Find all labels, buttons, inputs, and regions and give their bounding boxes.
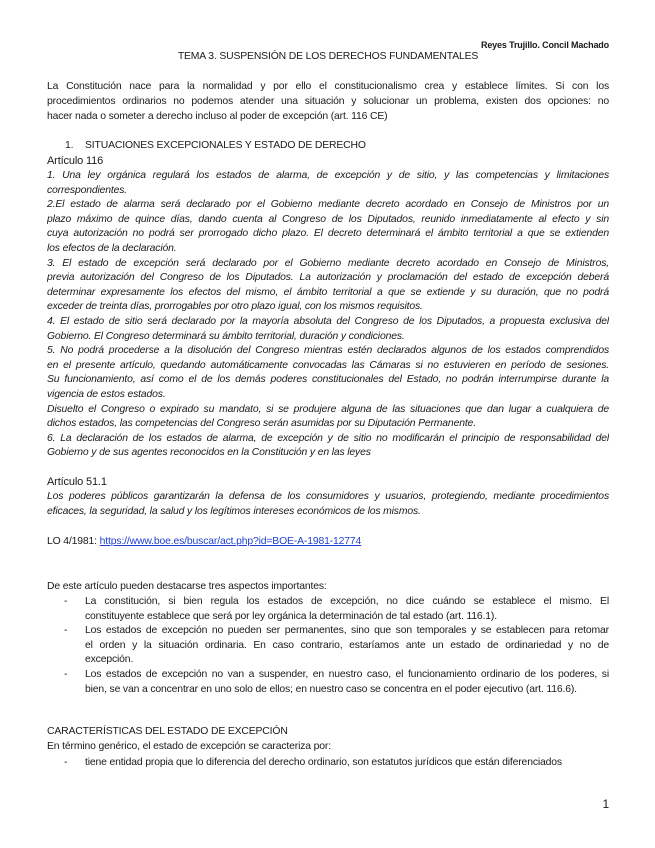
article-116-line: 2.El estado de alarma será declarado por el Gobierno mediante decreto acordado en Consejo de Ministros por un	[47, 199, 609, 211]
article-116-line: exceder de treinta días, prorrogables por otro plazo igual, con los mismos requisitos.	[47, 301, 423, 313]
article-116-line: 4. El estado de sitio será declarado por la mayoría absoluta del Congreso de los Diputados, a propuesta exclusiva del	[47, 316, 609, 327]
article-116-line: Gobierno. El Congreso determinará su ámbito territorial, duración y condiciones.	[47, 330, 405, 342]
page-title: TEMA 3. SUSPENSIÓN DE LOS DERECHOS FUNDAMENTALES	[177, 51, 479, 62]
article-116-line: Su funcionamiento, así como el de los demás poderes constitucionales del Estado, no podrán interrumpirse durante la	[47, 374, 609, 386]
characteristics-heading: CARACTERÍSTICAS DEL ESTADO DE EXCEPCIÓN	[47, 726, 288, 737]
article-116-line: correspondientes.	[47, 184, 128, 196]
characteristics-intro: En término genérico, el estado de excepción se caracteriza por:	[47, 741, 331, 752]
article-51-line: Los poderes públicos garantizarán la defensa de los consumidores y usuarios, protegiendo, mediante procedimientos	[47, 491, 609, 502]
author-header: Reyes Trujillo. Concil Machado	[480, 40, 609, 50]
article-51-line: eficaces, la seguridad, la salud y los legítimos intereses económicos de los mismos.	[47, 506, 421, 517]
article-116-line: 3. El estado de excepción será declarado por el Gobierno mediante decreto acordado en Consejo de Ministros,	[47, 257, 609, 269]
section-number: 1.	[65, 140, 74, 151]
article-116-line: 1. Una ley orgánica regulará los estados de alarma, de excepción y de sitio, y las competencias y limitaciones	[47, 170, 609, 181]
page-number: 1	[602, 797, 609, 811]
article-116-line: 5. No podrá procederse a la disolución del Congreso mientras estén declarados algunos de los estados comprendidos	[47, 345, 609, 357]
article-116-line: previa autorización del Congreso de los Diputados. La autorización y proclamación del estado de excepción deberá	[47, 272, 609, 284]
aspect-item-line: el orden y la situación ordinaria. En caso contrario, estaríamos ante un estado de ordinariedad y no de	[85, 639, 609, 651]
aspect-item-line: constituyente establece que será por ley orgánica la determinación de tal estado (art. 116.1).	[85, 610, 497, 622]
article-116-line: cuya autorización no podrá ser prorrogado dicho plazo. El decreto determinará el ámbito territorial a que se extienden	[47, 228, 609, 240]
article-51-heading: Artículo 51.1	[47, 476, 107, 488]
section-heading: SITUACIONES EXCEPCIONALES Y ESTADO DE DERECHO	[85, 140, 366, 151]
aspect-item-line: La constitución, si bien regula los estados de excepción, no dice cuándo se establece el mismo. El	[85, 596, 609, 607]
aspect-item-line: excepción.	[85, 654, 134, 666]
bullet-dash: -	[64, 669, 68, 680]
article-116-line: los efectos de la declaración.	[47, 243, 177, 254]
bullet-dash: -	[64, 625, 68, 637]
aspects-intro: De este artículo pueden destacarse tres aspectos importantes:	[47, 581, 327, 592]
aspect-item-line: Los estados de excepción no pueden ser permanentes, sino que son temporales y se establecen para retomar	[85, 625, 609, 637]
aspect-item-line: Los estados de excepción no van a suspender, en nuestro caso, el funcionamiento ordinario de los poderes, si	[85, 669, 609, 680]
lo-label: LO 4/1981:	[47, 536, 97, 547]
article-116-line: 6. La declaración de los estados de alarma, de excepción y de sitio no modificarán el principio de responsabilidad del	[47, 432, 609, 444]
lo-reference	[47, 535, 609, 549]
characteristics-item: tiene entidad propia que lo diferencia del derecho ordinario, son estatutos jurídicos que están diferenciados	[85, 757, 562, 768]
boe-link[interactable]: https://www.boe.es/buscar/act.php?id=BOE-A-1981-12774	[99, 536, 362, 547]
article-116-line: en el presente artículo, quedando automáticamente convocadas las Cámaras si no estuvieren en período de sesiones.	[47, 359, 609, 371]
bullet-dash: -	[64, 757, 68, 768]
bullet-dash: -	[64, 596, 68, 607]
intro-line: procedimientos ordinarios no podemos atender una situación y solucionar un problema, existen dos opciones: no	[47, 96, 609, 107]
article-116-line: determinar expresamente los efectos del mismo, el ámbito territorial a que se extiende y su duración, que no podrá	[47, 286, 609, 298]
article-116-line: plazo máximo de quince días, dando cuenta al Congreso de los Diputados, reunido inmediatamente al efecto y sin	[47, 213, 609, 225]
intro-line: La Constitución nace para la normalidad y por ello el constitucionalismo crea y establece límites. Si con los	[47, 81, 609, 92]
article-116-line: dichos estados, las competencias del Congreso serán asumidas por su Diputación Permanente.	[47, 418, 476, 430]
article-116-line: Disuelto el Congreso o expirado su mandato, si se produjere alguna de las situaciones que dan lugar a cualquiera de	[47, 403, 609, 415]
article-116-line: vigencia de estos estados.	[47, 389, 166, 400]
intro-line: hacer nada o someter a derecho incluso al poder de excepción (art. 116 CE)	[47, 111, 388, 122]
article-116-heading: Artículo 116	[47, 155, 104, 167]
aspect-item-line: bien, se van a concentrar en uno solo de ellos; en nuestro caso se concentra en el poder ejecutivo (art. 116.6).	[85, 683, 577, 695]
article-116-line: Gobierno y de sus agentes reconocidos en la Constitución y en las leyes	[47, 447, 371, 459]
